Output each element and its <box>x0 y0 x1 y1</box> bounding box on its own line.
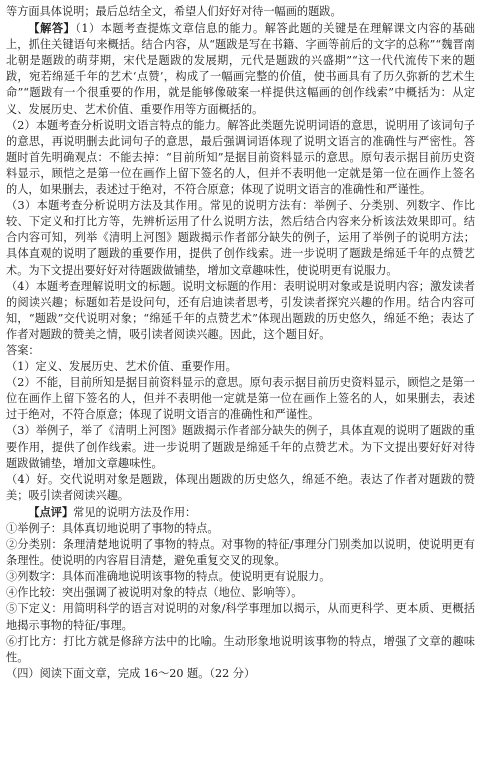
comment-paragraph <box>6 504 475 521</box>
comment-tag: 【点评】 <box>28 504 74 519</box>
method-3: ③列数字：具体而准确地说明该事物的特点。使说明更有说服力。 <box>6 570 331 584</box>
method-2: ②分类别：条理清楚地说明了事物的特点。对事物的特征/事理分门别类加以说明，使说明更有条理性。使说明的内容眉目清楚，避免重复交叉的现象。 <box>6 538 475 568</box>
analysis-paragraph-1 <box>6 20 475 118</box>
answer-4: （4）好。交代说明对象是题跋，体现出题跋的历史悠久，绵延不绝。表达了作者对题跋的赞美；吸引读者阅读兴趣。 <box>6 472 475 502</box>
analysis-paragraph-4: （4）本题考查理解说明文的标题。说明文标题的作用：表明说明对象或是说明内容；激发读者的阅读兴趣；标题如若是设问句，还有启迪读者思考，引发读者探究兴趣的作用。结合内容可知，“题跋”交代说明对象；“绵延千年的点赞艺术”体现出题跋的历史悠久，绵延不绝；表达了作者对题跋的赞美之情，吸引读者阅读兴趣。因此，这个题目好。 <box>6 279 475 341</box>
method-4: ④作比较：突出强调了被说明对象的特点（地位、影响等）。 <box>6 586 303 600</box>
answer-label: 答案： <box>6 343 40 357</box>
method-6: ⑥打比方：打比方就是修辞方法中的比喻。生动形象地说明该事物的特点，增强了文章的趣味性。 <box>6 634 475 664</box>
answer-3: （3）举例子，举了《清明上河图》题跋揭示作者部分缺失的例子，具体直观的说明了题跋的重要作用，提供了创作线索。进一步说明了题跋是绵延千年的点赞艺术。为下文提出要好好对待题跋做铺垫，增加文章趣味性。 <box>6 424 475 470</box>
answer-tag: 【解答】 <box>28 21 76 36</box>
answer-1: （1）定义、发展历史、艺术价值、重要作用。 <box>6 360 237 374</box>
intro-line: 等方面具体说明；最后总结全文，希望人们好好对待一幅画的题跋。 <box>6 5 342 18</box>
section-heading: （四）阅读下面文章，完成 16～20 题。（22 分） <box>6 666 256 680</box>
answer-2: （2）不能，目前所知是据目前资料显示的意思。原句表示据目前历史资料显示，顾恺之是第一位在画作上留下签名的人，但并不表明他一定就是第一位在画作上签名的人，如果删去，表述过于绝对，不符合原意；体现了说明文语言的准确性和严谨性。 <box>6 376 475 422</box>
method-1: ①举例子：具体真切地说明了事物的特点。 <box>6 522 219 535</box>
method-5: ⑤下定义：用简明科学的语言对说明的对象/科学事理加以揭示，从而更科学、更本质、更概括地揭示事物的特征/事理。 <box>6 602 475 632</box>
analysis-paragraph-3: （3）本题考查分析说明方法及其作用。常见的说明方法有：举例子、分类别、列数字、作比较、下定义和打比方等，先辨析运用了什么说明方法，然后结合内容来分析该法效果即可。结合内容可知，列举《清明上河图》题跋揭示作者部分缺失的例子，运用了举例子的说明方法；具体直观的说明了题跋的重要作用，提供了创作线索。进一步说明了题跋是绵延千年的点赞艺术。为下文提出要好好对待题跋做铺垫，增加文章趣味性，使说明更有说服力。 <box>6 199 475 277</box>
analysis-text-1: （1）本题考查提炼文章信息的能力。解答此题的关键是在理解课文内容的基础上，抓住关键语句来概括。结合内容，从“题跋是写在书籍、字画等前后的文字的总称”“魏晋南北朝是题跋的萌芽期，宋代是题跋的发展期，元代是题跋的兴盛期”“这一代代流传下来的题跋，宛若绵延千年的艺术‘点赞’，构成了一幅画完整的价值，使书画具有了历久弥新的艺术生命”“题跋有一个很重要的作用，就是能够像破案一样提供这幅画的创作线索”中概括为：从定义、发展历史、艺术价值、重要作用等方面概括的。 <box>6 22 475 116</box>
comment-text: 常见的说明方法及作用： <box>73 505 197 519</box>
analysis-paragraph-2: （2）本题考查分析说明文语言特点的能力。解答此类题先说明词语的意思，说明用了该词句子的意思，再说明删去此词句子的意思，最后强调词语体现了说明文语言的准确性与严密性。答题时首先明确观点：不能去掉：“目前所知”是据目前资料显示的意思。原句表示据目前历史资料显示，顾恺之是第一位在画作上留下签名的人，但并不表明他一定就是第一位在画作上签名的人，如果删去，表述过于绝对，不符合原意；体现了说明文语言的准确性和严谨性。 <box>6 118 475 197</box>
